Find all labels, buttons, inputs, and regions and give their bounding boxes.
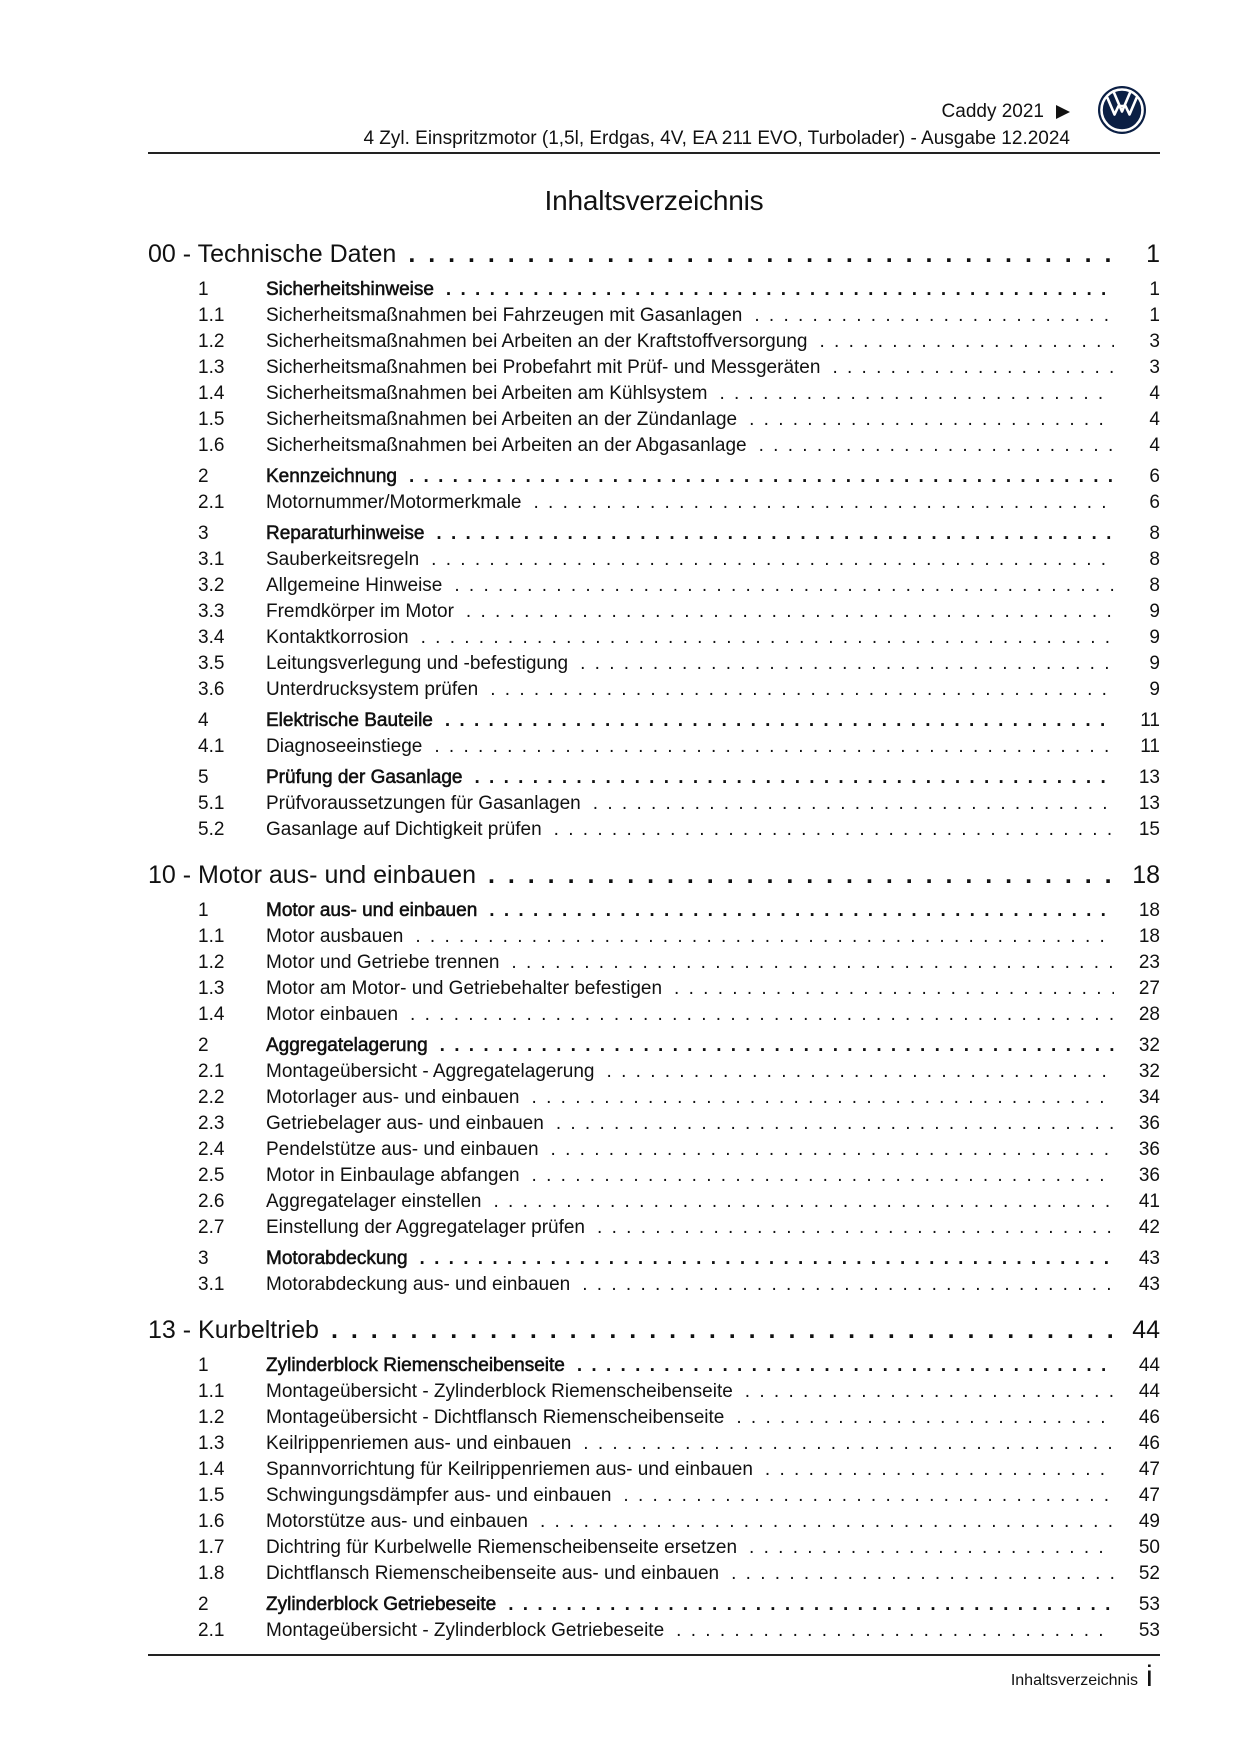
toc-subsection-title: Leitungsverlegung und -befestigung (266, 653, 569, 674)
toc-subsection-title: Montageübersicht - Dichtflansch Riemenscheibenseite (266, 1407, 725, 1428)
toc-section-entry[interactable] (148, 898, 1160, 924)
toc-subsection-page: 8 (1149, 575, 1160, 596)
toc-subsection-entry[interactable] (148, 1215, 1160, 1241)
toc-subsection-title: Motornummer/Motormerkmale (266, 492, 522, 513)
toc-subsection-number: 1.3 (198, 1433, 225, 1454)
toc-subsection-number: 1.7 (198, 1537, 225, 1558)
toc-subsection-number: 3.2 (198, 575, 225, 596)
toc-section-number: 3 (198, 1248, 209, 1269)
toc-subsection-page: 28 (1138, 1004, 1160, 1025)
toc-section-entry[interactable] (148, 765, 1160, 791)
toc-dot-leader (597, 1215, 1114, 1241)
toc-chapter-title: 00 - Technische Daten (148, 240, 397, 268)
toc-section-title: Zylinderblock Getriebeseite (266, 1594, 497, 1615)
toc-dot-leader (819, 329, 1114, 355)
toc-subsection-page: 1 (1149, 305, 1160, 326)
toc-subsection-number: 1.2 (198, 331, 225, 352)
toc-section-number: 2 (198, 466, 209, 487)
toc-section-page: 44 (1138, 1355, 1160, 1376)
toc-subsection-title: Keilrippenriemen aus- und einbauen (266, 1433, 572, 1454)
toc-subsection-entry[interactable] (148, 734, 1160, 760)
toc-dot-leader (421, 625, 1114, 651)
toc-subsection-entry[interactable] (148, 599, 1160, 625)
vw-logo-icon (1096, 84, 1148, 136)
toc-chapter-entry[interactable] (148, 1312, 1160, 1348)
toc-dot-leader (540, 1509, 1114, 1535)
toc-section-entry[interactable] (148, 708, 1160, 734)
toc-subsection-entry[interactable] (148, 950, 1160, 976)
toc-dot-leader (749, 1535, 1114, 1561)
toc-section-entry[interactable] (148, 521, 1160, 547)
toc-subsection-page: 36 (1138, 1139, 1160, 1160)
header-model-text: Caddy 2021 (941, 101, 1044, 122)
toc-subsection-title: Motor in Einbaulage abfangen (266, 1165, 520, 1186)
toc-section-title: Aggregatelagerung (266, 1035, 428, 1056)
toc-dot-leader (431, 547, 1114, 573)
toc-dot-leader (331, 1312, 1114, 1348)
toc-dot-leader (674, 976, 1114, 1002)
toc-subsection-entry[interactable] (148, 407, 1160, 433)
toc-dot-leader (408, 236, 1114, 272)
toc-dot-leader (420, 1246, 1114, 1272)
toc-subsection-number: 5.1 (198, 793, 225, 814)
toc-subsection-number: 1.8 (198, 1563, 225, 1584)
toc-subsection-number: 5.2 (198, 819, 225, 840)
toc-subsection-page: 11 (1140, 736, 1160, 757)
toc-subsection-number: 2.6 (198, 1191, 225, 1212)
toc-dot-leader (759, 433, 1114, 459)
toc-subsection-entry[interactable] (148, 381, 1160, 407)
toc-section-number: 1 (198, 900, 209, 921)
toc-chapter-page: 44 (1132, 1316, 1160, 1344)
toc-subsection-page: 46 (1138, 1433, 1160, 1454)
toc-dot-leader (490, 677, 1114, 703)
toc-dot-leader (593, 791, 1114, 817)
toc-dot-leader (623, 1483, 1114, 1509)
toc-subsection-number: 1.5 (198, 409, 225, 430)
toc-dot-leader (434, 734, 1114, 760)
toc-section-entry[interactable] (148, 1353, 1160, 1379)
toc-subsection-title: Unterdrucksystem prüfen (266, 679, 479, 700)
toc-subsection-title: Motorabdeckung aus- und einbauen (266, 1274, 571, 1295)
toc-subsection-entry[interactable] (148, 490, 1160, 516)
toc-section-title: Elektrische Bauteile (266, 710, 433, 731)
toc-subsection-number: 3.5 (198, 653, 225, 674)
toc-subsection-page: 27 (1138, 978, 1160, 999)
footer-page-number: i (1146, 1660, 1153, 1693)
toc-section-entry[interactable] (148, 1246, 1160, 1272)
toc-subsection-number: 1.4 (198, 1004, 225, 1025)
toc-dot-leader (532, 1085, 1114, 1111)
toc-subsection-number: 2.1 (198, 1061, 225, 1082)
toc-subsection-page: 46 (1138, 1407, 1160, 1428)
toc-dot-leader (508, 1592, 1114, 1618)
toc-subsection-entry[interactable] (148, 791, 1160, 817)
toc-subsection-entry[interactable] (148, 1561, 1160, 1587)
toc-section-title: Motor aus- und einbauen (266, 900, 478, 921)
toc-dot-leader (446, 277, 1114, 303)
toc-dot-leader (719, 381, 1114, 407)
toc-section-page: 32 (1138, 1035, 1160, 1056)
toc-section-number: 1 (198, 1355, 209, 1376)
toc-subsection-entry[interactable] (148, 303, 1160, 329)
toc-subsection-page: 34 (1138, 1087, 1160, 1108)
toc-dot-leader (736, 1405, 1114, 1431)
toc-section-entry[interactable] (148, 1033, 1160, 1059)
toc-subsection-page: 9 (1149, 627, 1160, 648)
toc-dot-leader (754, 303, 1114, 329)
toc-dot-leader (745, 1379, 1114, 1405)
toc-subsection-page: 9 (1149, 601, 1160, 622)
toc-section-number: 4 (198, 710, 209, 731)
toc-subsection-title: Einstellung der Aggregatelager prüfen (266, 1217, 586, 1238)
toc-section-title: Sicherheitshinweise (266, 279, 434, 300)
toc-dot-leader (583, 1431, 1114, 1457)
toc-subsection-title: Aggregatelager einstellen (266, 1191, 482, 1212)
toc-subsection-number: 1.1 (198, 926, 225, 947)
toc-subsection-page: 3 (1149, 357, 1160, 378)
toc-subsection-entry[interactable] (148, 1137, 1160, 1163)
toc-subsection-page: 52 (1138, 1563, 1160, 1584)
toc-subsection-page: 49 (1138, 1511, 1160, 1532)
toc-subsection-title: Fremdkörper im Motor (266, 601, 454, 622)
toc-dot-leader (436, 521, 1114, 547)
toc-subsection-title: Motor und Getriebe trennen (266, 952, 500, 973)
toc-subsection-title: Motor am Motor- und Getriebehalter befestigen (266, 978, 663, 999)
toc-dot-leader (532, 1163, 1114, 1189)
toc-dot-leader (488, 857, 1114, 893)
toc-section-page: 1 (1149, 279, 1160, 300)
toc-subsection-entry[interactable] (148, 924, 1160, 950)
toc-section-page: 53 (1138, 1594, 1160, 1615)
toc-subsection-page: 4 (1149, 383, 1160, 404)
toc-subsection-entry[interactable] (148, 1002, 1160, 1028)
chapter-spacer (148, 843, 1160, 857)
toc-section-entry[interactable] (148, 1592, 1160, 1618)
toc-dot-leader (440, 1033, 1114, 1059)
toc-subsection-page: 32 (1138, 1061, 1160, 1082)
toc-dot-leader (466, 599, 1114, 625)
toc-dot-leader (582, 1272, 1114, 1298)
toc-subsection-page: 36 (1138, 1113, 1160, 1134)
arrow-right-icon (1056, 105, 1070, 119)
toc-subsection-entry[interactable] (148, 1189, 1160, 1215)
toc-subsection-number: 3.3 (198, 601, 225, 622)
toc-section-page: 13 (1138, 767, 1160, 788)
toc-subsection-entry[interactable] (148, 677, 1160, 703)
toc-dot-leader (415, 924, 1114, 950)
toc-dot-leader (445, 708, 1114, 734)
toc-dot-leader (410, 1002, 1114, 1028)
toc-subsection-title: Allgemeine Hinweise (266, 575, 443, 596)
toc-section-page: 18 (1138, 900, 1160, 921)
toc-subsection-number: 1.3 (198, 357, 225, 378)
toc-subsection-entry[interactable] (148, 1111, 1160, 1137)
toc-subsection-title: Motorlager aus- und einbauen (266, 1087, 520, 1108)
toc-subsection-entry[interactable] (148, 1272, 1160, 1298)
toc-section-title: Motorabdeckung (266, 1248, 408, 1269)
toc-subsection-entry[interactable] (148, 1379, 1160, 1405)
toc-chapter-page: 1 (1146, 240, 1160, 268)
toc-subsection-page: 36 (1138, 1165, 1160, 1186)
toc-subsection-number: 2.1 (198, 492, 225, 513)
toc-dot-leader (551, 1137, 1114, 1163)
toc-subsection-title: Sicherheitsmaßnahmen bei Arbeiten an der Kraftstoffversorgung (266, 331, 808, 352)
toc-subsection-number: 2.5 (198, 1165, 225, 1186)
toc-subsection-page: 6 (1149, 492, 1160, 513)
toc-dot-leader (489, 898, 1114, 924)
toc-subsection-page: 3 (1149, 331, 1160, 352)
footer-divider (148, 1654, 1160, 1656)
toc-subsection-number: 4.1 (198, 736, 225, 757)
toc-subsection-number: 3.6 (198, 679, 225, 700)
toc-subsection-entry[interactable] (148, 976, 1160, 1002)
toc-subsection-number: 3.1 (198, 1274, 225, 1295)
toc-subsection-title: Prüfvoraussetzungen für Gasanlagen (266, 793, 581, 814)
toc-subsection-title: Motor einbauen (266, 1004, 399, 1025)
toc-dot-leader (832, 355, 1114, 381)
toc-dot-leader (676, 1618, 1114, 1644)
toc-subsection-title: Motorstütze aus- und einbauen (266, 1511, 528, 1532)
toc-subsection-title: Montageübersicht - Aggregatelagerung (266, 1061, 595, 1082)
toc-subsection-title: Sicherheitsmaßnahmen bei Probefahrt mit Prüf- und Messgeräten (266, 357, 821, 378)
toc-dot-leader (511, 950, 1114, 976)
toc-subsection-page: 50 (1138, 1537, 1160, 1558)
toc-subsection-page: 41 (1138, 1191, 1160, 1212)
footer-label: Inhaltsverzeichnis (1010, 1672, 1138, 1689)
toc-subsection-number: 1.2 (198, 1407, 225, 1428)
toc-subsection-number: 1.6 (198, 1511, 225, 1532)
header-subtitle: 4 Zyl. Einspritzmotor (1,5l, Erdgas, 4V, EA 211 EVO, Turbolader) - Ausgabe 12.2024 (363, 128, 1070, 149)
chapter-spacer (148, 1298, 1160, 1312)
toc-subsection-entry[interactable] (148, 1618, 1160, 1644)
toc-chapter-entry[interactable] (148, 857, 1160, 893)
toc-chapter-page: 18 (1132, 861, 1160, 889)
toc-subsection-entry[interactable] (148, 1059, 1160, 1085)
toc-subsection-page: 53 (1138, 1620, 1160, 1641)
toc-subsection-number: 1.5 (198, 1485, 225, 1506)
toc-subsection-page: 42 (1138, 1217, 1160, 1238)
toc-subsection-title: Montageübersicht - Zylinderblock Getriebeseite (266, 1620, 665, 1641)
toc-section-title: Zylinderblock Riemenscheibenseite (266, 1355, 565, 1376)
toc-subsection-entry[interactable] (148, 433, 1160, 459)
toc-subsection-number: 2.4 (198, 1139, 225, 1160)
toc-subsection-entry[interactable] (148, 651, 1160, 677)
toc-subsection-title: Schwingungsdämpfer aus- und einbauen (266, 1485, 612, 1506)
toc-subsection-title: Kontaktkorrosion (266, 627, 409, 648)
toc-subsection-title: Dichtflansch Riemenscheibenseite aus- und einbauen (266, 1563, 720, 1584)
toc-subsection-number: 1.3 (198, 978, 225, 999)
header-divider (148, 152, 1160, 154)
toc-subsection-number: 1.6 (198, 435, 225, 456)
toc-subsection-number: 1.1 (198, 1381, 225, 1402)
toc-section-number: 1 (198, 279, 209, 300)
toc-subsection-title: Pendelstütze aus- und einbauen (266, 1139, 539, 1160)
toc-subsection-number: 3.4 (198, 627, 225, 648)
toc-subsection-entry[interactable] (148, 329, 1160, 355)
toc-section-number: 2 (198, 1594, 209, 1615)
toc-section-page: 11 (1140, 710, 1160, 731)
toc-subsection-page: 9 (1149, 653, 1160, 674)
toc-dot-leader (474, 765, 1114, 791)
toc-section-title: Reparaturhinweise (266, 523, 425, 544)
toc-dot-leader (607, 1059, 1114, 1085)
toc-subsection-number: 1.4 (198, 1459, 225, 1480)
toc-subsection-entry[interactable] (148, 1405, 1160, 1431)
toc-subsection-entry[interactable] (148, 1535, 1160, 1561)
toc-subsection-number: 2.1 (198, 1620, 225, 1641)
toc-subsection-page: 18 (1138, 926, 1160, 947)
toc-subsection-page: 47 (1138, 1485, 1160, 1506)
toc-dot-leader (580, 651, 1114, 677)
toc-subsection-page: 44 (1138, 1381, 1160, 1402)
toc-subsection-title: Gasanlage auf Dichtigkeit prüfen (266, 819, 542, 840)
toc-subsection-entry[interactable] (148, 547, 1160, 573)
toc-section-page: 8 (1149, 523, 1160, 544)
toc-section-number: 3 (198, 523, 209, 544)
toc-subsection-entry[interactable] (148, 625, 1160, 651)
toc-subsection-entry[interactable] (148, 1483, 1160, 1509)
toc-subsection-page: 15 (1138, 819, 1160, 840)
toc-subsection-title: Dichtring für Kurbelwelle Riemenscheibenseite ersetzen (266, 1537, 738, 1558)
toc-subsection-number: 1.4 (198, 383, 225, 404)
toc-subsection-title: Sicherheitsmaßnahmen bei Arbeiten an der Zündanlage (266, 409, 738, 430)
toc-subsection-entry[interactable] (148, 1457, 1160, 1483)
toc-dot-leader (731, 1561, 1114, 1587)
toc-subsection-title: Diagnoseeinstiege (266, 736, 423, 757)
toc-section-entry[interactable] (148, 277, 1160, 303)
toc-section-number: 5 (198, 767, 209, 788)
toc-subsection-page: 8 (1149, 549, 1160, 570)
toc-subsection-entry[interactable] (148, 573, 1160, 599)
toc-subsection-title: Sicherheitsmaßnahmen bei Arbeiten an der Abgasanlage (266, 435, 747, 456)
toc-dot-leader (577, 1353, 1114, 1379)
toc-subsection-number: 1.1 (198, 305, 225, 326)
toc-subsection-entry[interactable] (148, 1163, 1160, 1189)
toc-dot-leader (494, 1189, 1115, 1215)
toc-subsection-title: Montageübersicht - Zylinderblock Riemenscheibenseite (266, 1381, 733, 1402)
toc-subsection-entry[interactable] (148, 1509, 1160, 1535)
toc-subsection-title: Spannvorrichtung für Keilrippenriemen aus- und einbauen (266, 1459, 753, 1480)
toc-dot-leader (765, 1457, 1114, 1483)
toc-subsection-entry[interactable] (148, 355, 1160, 381)
toc-subsection-title: Sauberkeitsregeln (266, 549, 420, 570)
toc-subsection-page: 47 (1138, 1459, 1160, 1480)
toc-subsection-page: 23 (1138, 952, 1160, 973)
toc-dot-leader (554, 817, 1114, 843)
toc-section-page: 6 (1149, 466, 1160, 487)
toc-subsection-number: 2.7 (198, 1217, 225, 1238)
toc-subsection-title: Sicherheitsmaßnahmen bei Arbeiten am Kühlsystem (266, 383, 708, 404)
table-of-contents (148, 236, 1160, 1644)
toc-subsection-page: 9 (1149, 679, 1160, 700)
toc-section-title: Kennzeichnung (266, 466, 397, 487)
toc-subsection-number: 2.2 (198, 1087, 225, 1108)
toc-section-number: 2 (198, 1035, 209, 1056)
header-model (942, 101, 1070, 123)
toc-subsection-page: 4 (1149, 435, 1160, 456)
toc-subsection-page: 43 (1138, 1274, 1160, 1295)
toc-dot-leader (409, 464, 1114, 490)
toc-subsection-number: 2.3 (198, 1113, 225, 1134)
toc-subsection-page: 13 (1138, 793, 1160, 814)
toc-section-page: 43 (1138, 1248, 1160, 1269)
toc-subsection-title: Sicherheitsmaßnahmen bei Fahrzeugen mit Gasanlagen (266, 305, 743, 326)
toc-subsection-number: 1.2 (198, 952, 225, 973)
toc-dot-leader (749, 407, 1114, 433)
toc-chapter-title: 10 - Motor aus- und einbauen (148, 861, 476, 889)
toc-subsection-number: 3.1 (198, 549, 225, 570)
toc-section-title: Prüfung der Gasanlage (266, 767, 463, 788)
toc-subsection-entry[interactable] (148, 1085, 1160, 1111)
toc-dot-leader (454, 573, 1114, 599)
page-title: Inhaltsverzeichnis (544, 184, 764, 216)
toc-subsection-page: 4 (1149, 409, 1160, 430)
toc-chapter-entry[interactable] (148, 236, 1160, 272)
toc-chapter-title: 13 - Kurbeltrieb (148, 1316, 319, 1344)
toc-section-entry[interactable] (148, 464, 1160, 490)
toc-dot-leader (534, 490, 1115, 516)
toc-subsection-entry[interactable] (148, 817, 1160, 843)
toc-subsection-title: Getriebelager aus- und einbauen (266, 1113, 544, 1134)
toc-subsection-title: Motor ausbauen (266, 926, 404, 947)
toc-dot-leader (556, 1111, 1114, 1137)
toc-subsection-entry[interactable] (148, 1431, 1160, 1457)
